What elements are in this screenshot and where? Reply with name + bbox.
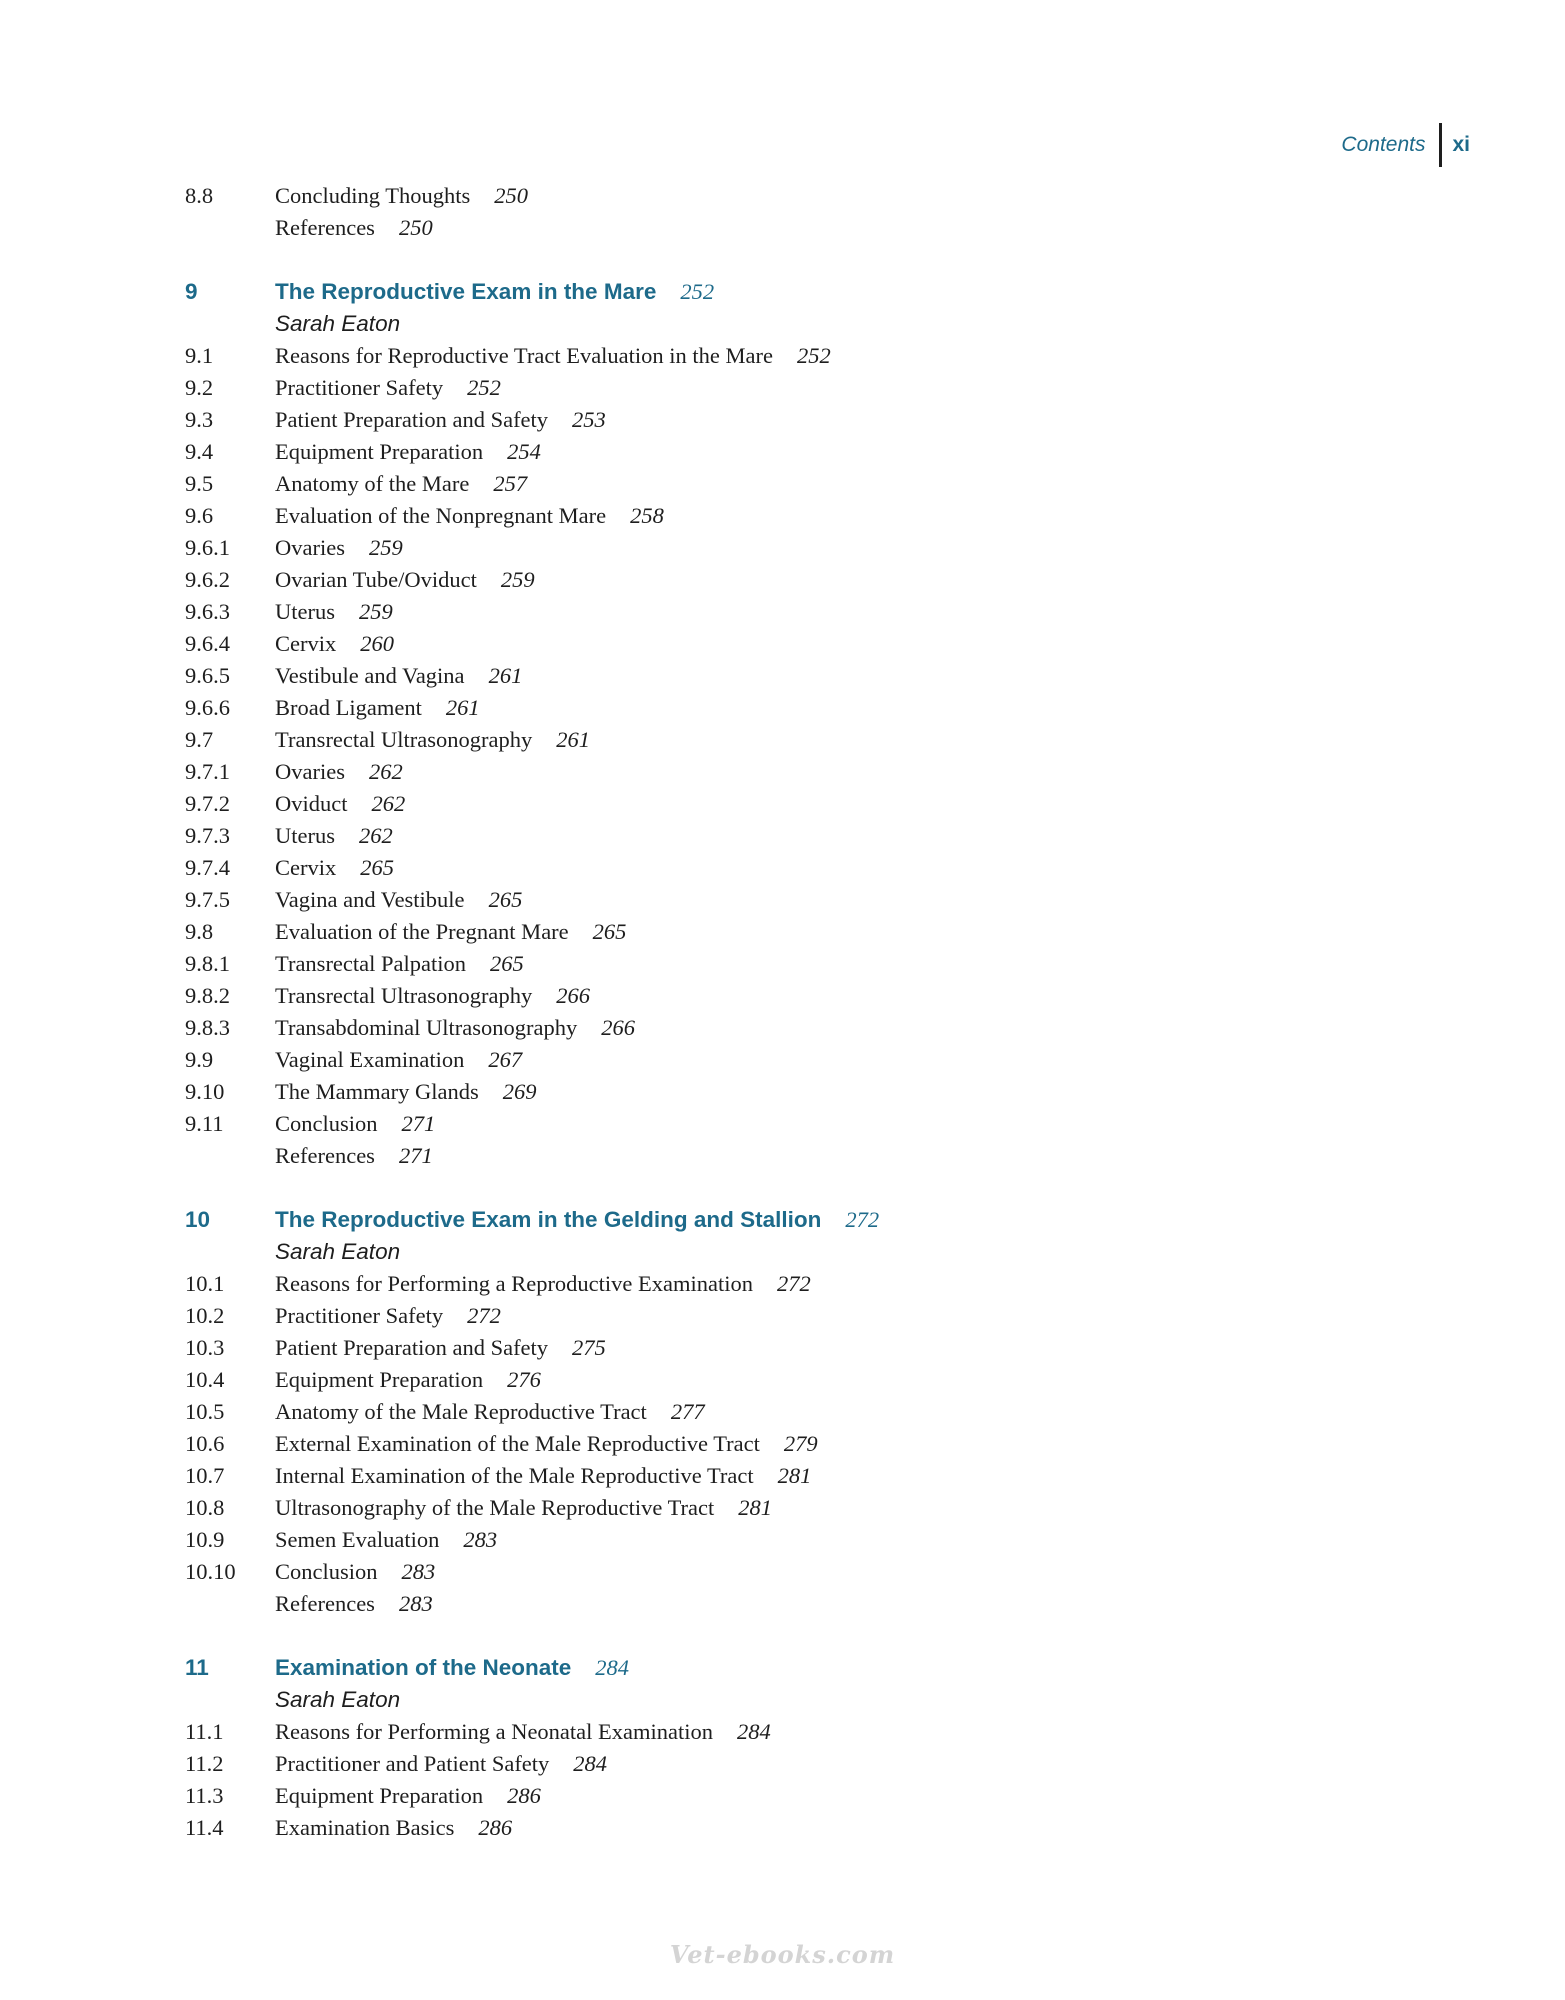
toc-entry-title: Sarah Eaton — [275, 1239, 401, 1264]
toc-entry-page: 260 — [360, 631, 394, 656]
toc-entry[interactable] — [185, 980, 1285, 1012]
toc-entry-title: Cervix — [275, 631, 337, 656]
toc-entry-page: 250 — [494, 183, 528, 208]
toc-entry-title: Transrectal Palpation — [275, 951, 467, 976]
toc-entry-page: 261 — [556, 727, 590, 752]
toc-entry-page: 276 — [507, 1367, 541, 1392]
toc-entry-title: Practitioner and Patient Safety — [275, 1751, 550, 1776]
toc-entry[interactable] — [185, 788, 1285, 820]
toc-entry-title: Conclusion — [275, 1111, 378, 1136]
toc-entry-page: 265 — [488, 887, 523, 912]
toc-entry-title: Ovaries — [275, 535, 345, 560]
toc-entry[interactable] — [185, 1460, 1285, 1492]
toc-entry-title: Examination of the Neonate — [275, 1655, 572, 1680]
toc-entry-page: 284 — [595, 1655, 630, 1680]
toc-entry-page: 267 — [488, 1047, 523, 1072]
toc-entry-title: Transabdominal Ultrasonography — [275, 1015, 578, 1040]
toc-entry[interactable] — [185, 884, 1285, 916]
toc-author — [185, 308, 1285, 340]
toc-entry-title: Practitioner Safety — [275, 1303, 444, 1328]
toc-entry-number: 9.4 — [185, 439, 214, 464]
toc-entry-title: Sarah Eaton — [275, 1687, 401, 1712]
toc-entry-number: 10.10 — [185, 1559, 236, 1584]
toc-entry-number: 10.4 — [185, 1367, 225, 1392]
toc-entry-title: Ultrasonography of the Male Reproductive Tract — [275, 1495, 715, 1520]
toc-entry[interactable] — [185, 1492, 1285, 1524]
toc-entry[interactable] — [185, 1588, 1285, 1620]
toc-entry-number: 10 — [185, 1207, 211, 1232]
toc-entry-title: Reasons for Performing a Neonatal Examination — [275, 1719, 714, 1744]
toc-entry-title: Uterus — [275, 823, 335, 848]
toc-entry[interactable] — [185, 1748, 1285, 1780]
section-gap — [185, 1620, 1285, 1652]
toc-entry-number: 11 — [185, 1655, 209, 1680]
toc-entry-page: 275 — [572, 1335, 606, 1360]
toc-chapter-heading[interactable] — [185, 1204, 1285, 1236]
toc-entry-number: 10.1 — [185, 1271, 225, 1296]
toc-entry-title: Evaluation of the Pregnant Mare — [275, 919, 569, 944]
toc-entry-page: 252 — [467, 375, 501, 400]
toc-entry[interactable] — [185, 1044, 1285, 1076]
toc-entry-page: 262 — [359, 823, 393, 848]
toc-entry-number: 9 — [185, 279, 198, 304]
toc-entry-title: Transrectal Ultrasonography — [275, 727, 533, 752]
toc-entry[interactable] — [185, 628, 1285, 660]
toc-entry-page: 269 — [502, 1079, 537, 1104]
toc-entry-title: Equipment Preparation — [275, 1783, 484, 1808]
toc-author — [185, 1684, 1285, 1716]
toc-entry[interactable] — [185, 1428, 1285, 1460]
toc-entry[interactable] — [185, 1332, 1285, 1364]
toc-entry-title: Equipment Preparation — [275, 1367, 484, 1392]
toc-entry-title: The Reproductive Exam in the Gelding and Stallion — [275, 1207, 822, 1232]
toc-entry-title: Evaluation of the Nonpregnant Mare — [275, 503, 607, 528]
toc-entry-title: Anatomy of the Mare — [275, 471, 470, 496]
toc-entry-title: Internal Examination of the Male Reproductive Tract — [275, 1463, 754, 1488]
toc-entry-title: References — [275, 215, 375, 240]
toc-entry-number: 9.11 — [185, 1111, 224, 1136]
toc-entry-number: 9.8.2 — [185, 983, 230, 1008]
toc-entry[interactable] — [185, 212, 1285, 244]
toc-entry-page: 261 — [488, 663, 523, 688]
toc-entry-number: 11.2 — [185, 1751, 224, 1776]
toc-entry-page: 286 — [478, 1815, 513, 1840]
toc-author — [185, 1236, 1285, 1268]
toc-entry-title: Transrectal Ultrasonography — [275, 983, 533, 1008]
toc-entry-page: 262 — [368, 759, 403, 784]
toc-entry-number: 9.8.3 — [185, 1015, 230, 1040]
toc-entry[interactable] — [185, 756, 1285, 788]
toc-entry[interactable] — [185, 1012, 1285, 1044]
toc-entry-page: 266 — [556, 983, 590, 1008]
toc-entry-number: 10.5 — [185, 1399, 225, 1424]
toc-entry-page: 272 — [845, 1207, 880, 1232]
toc-entry-title: References — [275, 1143, 375, 1168]
toc-entry-page: 265 — [360, 855, 394, 880]
toc-entry-page: 271 — [398, 1143, 433, 1168]
toc-entry-title: External Examination of the Male Reproductive Tract — [275, 1431, 760, 1456]
toc-entry-title: The Mammary Glands — [275, 1079, 479, 1104]
toc-entry-number: 9.6.2 — [185, 567, 230, 592]
running-head-label: Contents — [1341, 133, 1426, 156]
toc-entry[interactable] — [185, 1076, 1285, 1108]
toc-entry-number: 9.6.4 — [185, 631, 230, 656]
toc-entry[interactable] — [185, 948, 1285, 980]
section-gap — [185, 1172, 1285, 1204]
toc-entry[interactable] — [185, 1556, 1285, 1588]
toc-entry-number: 11.1 — [185, 1719, 224, 1744]
toc-entry-number: 9.7 — [185, 727, 214, 752]
toc-entry[interactable] — [185, 564, 1285, 596]
toc-entry-title: Vestibule and Vagina — [275, 663, 465, 688]
toc-entry-title: Concluding Thoughts — [275, 183, 471, 208]
toc-entry[interactable] — [185, 692, 1285, 724]
watermark-logo: Vet-ebooks.com — [669, 1940, 896, 1969]
toc-entry-page: 279 — [783, 1431, 818, 1456]
toc-entry[interactable] — [185, 180, 1285, 212]
toc-entry-title: Examination Basics — [275, 1815, 455, 1840]
toc-entry-number: 10.2 — [185, 1303, 225, 1328]
toc-entry-page: 272 — [467, 1303, 501, 1328]
toc-entry[interactable] — [185, 596, 1285, 628]
toc-entry[interactable] — [185, 820, 1285, 852]
toc-entry[interactable] — [185, 1300, 1285, 1332]
toc-entry-number: 9.8 — [185, 919, 214, 944]
toc-entry[interactable] — [185, 660, 1285, 692]
toc-entry-number: 8.8 — [185, 183, 214, 208]
toc-entry[interactable] — [185, 1396, 1285, 1428]
toc-entry-number: 9.3 — [185, 407, 214, 432]
toc-entry-title: Reasons for Performing a Reproductive Examination — [275, 1271, 754, 1296]
toc-entry-page: 253 — [572, 407, 606, 432]
toc-entry[interactable] — [185, 852, 1285, 884]
toc-entry-title: Sarah Eaton — [275, 311, 401, 336]
toc-entry-number: 9.6.3 — [185, 599, 230, 624]
toc-entry-title: Patient Preparation and Safety — [275, 407, 549, 432]
toc-entry[interactable] — [185, 532, 1285, 564]
toc-entry[interactable] — [185, 1140, 1285, 1172]
toc-entry[interactable] — [185, 916, 1285, 948]
toc-entry[interactable] — [185, 468, 1285, 500]
toc-entry-number: 11.3 — [185, 1783, 224, 1808]
toc-entry[interactable] — [185, 500, 1285, 532]
toc-entry-page: 281 — [777, 1463, 812, 1488]
toc-entry-page: 286 — [507, 1783, 541, 1808]
toc-entry-page: 261 — [445, 695, 480, 720]
toc-entry[interactable] — [185, 340, 1285, 372]
toc-entry-number: 9.6.6 — [185, 695, 230, 720]
toc-entry-page: 257 — [493, 471, 528, 496]
toc-entry-title: Uterus — [275, 599, 335, 624]
toc-entry-page: 262 — [371, 791, 406, 816]
table-of-contents — [185, 180, 1285, 1844]
toc-entry-page: 271 — [401, 1111, 436, 1136]
toc-entry-title: Anatomy of the Male Reproductive Tract — [275, 1399, 647, 1424]
toc-entry-page: 265 — [592, 919, 627, 944]
toc-entry-number: 9.6 — [185, 503, 214, 528]
section-gap — [185, 244, 1285, 276]
toc-entry[interactable] — [185, 1108, 1285, 1140]
toc-entry[interactable] — [185, 372, 1285, 404]
page-number: xi — [1452, 133, 1470, 156]
toc-entry-title: Conclusion — [275, 1559, 378, 1584]
toc-entry-title: Ovarian Tube/Oviduct — [275, 567, 477, 592]
toc-entry-title: Patient Preparation and Safety — [275, 1335, 549, 1360]
toc-entry-page: 265 — [490, 951, 524, 976]
toc-entry-number: 9.10 — [185, 1079, 225, 1104]
toc-entry-title: Vaginal Examination — [275, 1047, 465, 1072]
toc-entry[interactable] — [185, 436, 1285, 468]
toc-entry[interactable] — [185, 1812, 1285, 1844]
toc-entry-number: 9.2 — [185, 375, 214, 400]
toc-entry-number: 10.9 — [185, 1527, 225, 1552]
toc-entry-number: 9.7.3 — [185, 823, 230, 848]
toc-entry-number: 9.1 — [185, 343, 214, 368]
toc-entry-number: 9.7.2 — [185, 791, 230, 816]
toc-entry[interactable] — [185, 724, 1285, 756]
toc-entry[interactable] — [185, 1268, 1285, 1300]
toc-entry-number: 9.7.1 — [185, 759, 230, 784]
toc-entry-title: Reasons for Reproductive Tract Evaluation in the Mare — [275, 343, 774, 368]
toc-entry-page: 259 — [500, 567, 535, 592]
toc-entry-title: The Reproductive Exam in the Mare — [275, 279, 657, 304]
running-head — [1341, 123, 1470, 167]
toc-entry-title: References — [275, 1591, 375, 1616]
toc-entry-page: 272 — [777, 1271, 811, 1296]
toc-entry-number: 10.6 — [185, 1431, 225, 1456]
toc-entry-page: 252 — [797, 343, 831, 368]
toc-entry-page: 266 — [601, 1015, 636, 1040]
toc-entry-title: Practitioner Safety — [275, 375, 444, 400]
toc-entry[interactable] — [185, 1780, 1285, 1812]
toc-entry-page: 283 — [463, 1527, 498, 1552]
toc-entry-number: 9.7.4 — [185, 855, 230, 880]
toc-entry-page: 277 — [670, 1399, 705, 1424]
toc-entry-title: Cervix — [275, 855, 337, 880]
toc-entry-number: 9.8.1 — [185, 951, 230, 976]
toc-entry-page: 281 — [738, 1495, 773, 1520]
toc-entry-title: Vagina and Vestibule — [275, 887, 465, 912]
toc-entry-page: 283 — [398, 1591, 433, 1616]
toc-entry-title: Broad Ligament — [275, 695, 422, 720]
toc-chapter-heading[interactable] — [185, 1652, 1285, 1684]
toc-entry-number: 9.6.5 — [185, 663, 230, 688]
toc-entry-number: 9.9 — [185, 1047, 214, 1072]
toc-entry-page: 258 — [630, 503, 664, 528]
toc-entry[interactable] — [185, 1716, 1285, 1748]
toc-entry-number: 11.4 — [185, 1815, 224, 1840]
toc-entry-page: 252 — [680, 279, 715, 304]
toc-entry-title: Equipment Preparation — [275, 439, 484, 464]
toc-entry-page: 259 — [368, 535, 403, 560]
toc-entry-page: 284 — [573, 1751, 608, 1776]
toc-entry[interactable] — [185, 1524, 1285, 1556]
toc-entry-title: Oviduct — [275, 791, 348, 816]
toc-entry-number: 10.3 — [185, 1335, 225, 1360]
toc-entry-number: 9.5 — [185, 471, 214, 496]
toc-entry-number: 10.8 — [185, 1495, 225, 1520]
toc-entry-page: 283 — [401, 1559, 436, 1584]
toc-entry-number: 9.6.1 — [185, 535, 230, 560]
toc-entry-title: Ovaries — [275, 759, 345, 784]
toc-entry-number: 10.7 — [185, 1463, 225, 1488]
toc-entry-number: 9.7.5 — [185, 887, 230, 912]
toc-entry-page: 284 — [737, 1719, 771, 1744]
toc-entry[interactable] — [185, 404, 1285, 436]
toc-entry-title: Semen Evaluation — [275, 1527, 440, 1552]
toc-entry[interactable] — [185, 1364, 1285, 1396]
toc-entry-page: 250 — [398, 215, 433, 240]
toc-entry-page: 254 — [507, 439, 541, 464]
toc-chapter-heading[interactable] — [185, 276, 1285, 308]
toc-entry-page: 259 — [359, 599, 393, 624]
